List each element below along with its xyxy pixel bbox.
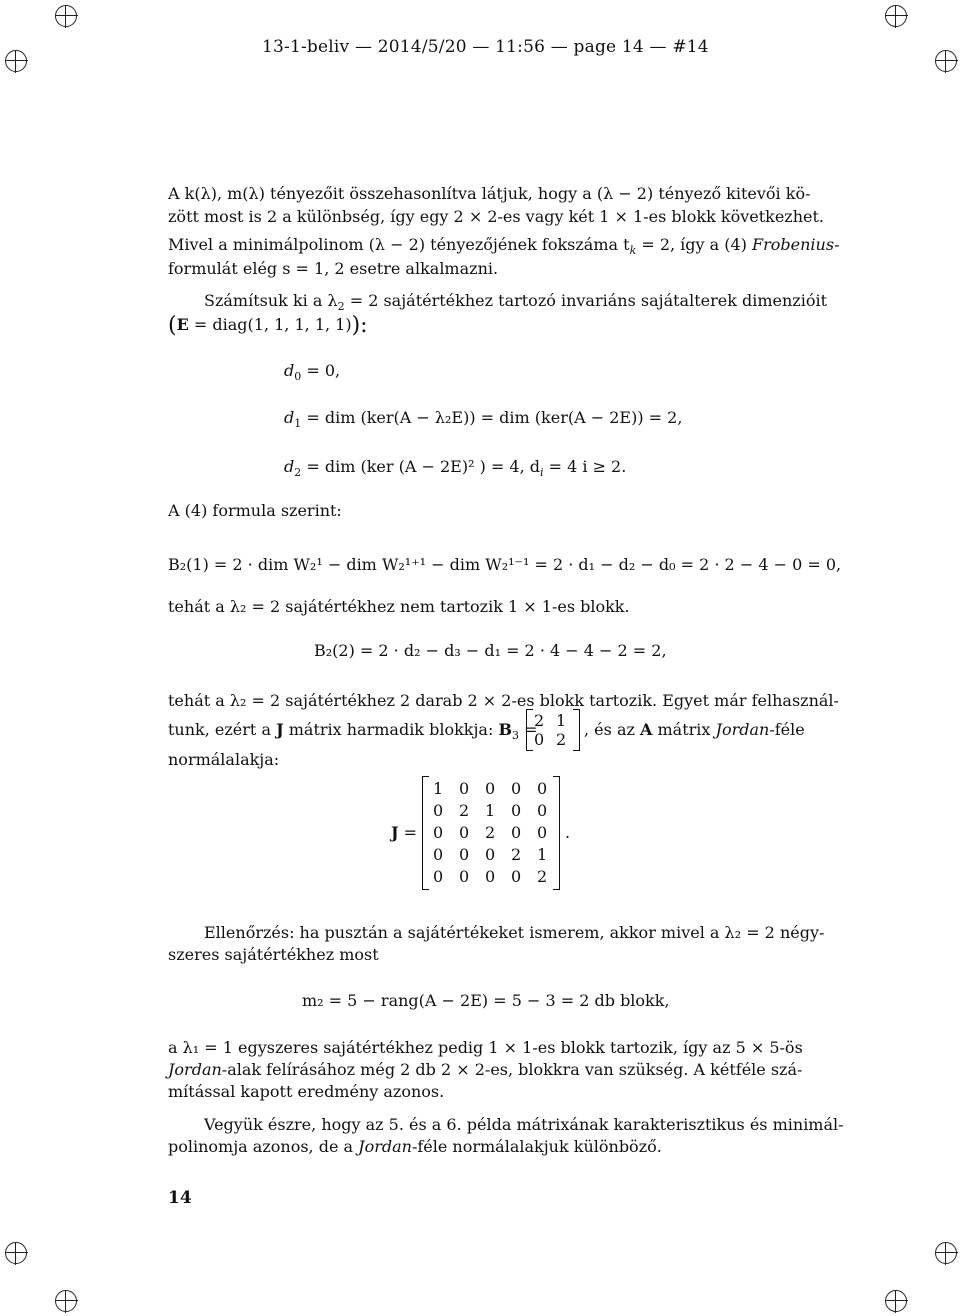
j-cell: 0 bbox=[459, 867, 470, 886]
j-cell: 0 bbox=[459, 779, 470, 798]
tehat2-line2-tail: , és az A mátrix Jordan-féle bbox=[584, 720, 805, 739]
eq-d0: $d_0 = 0$, bbox=[284, 361, 341, 383]
ellen-line1: Ellenőrzés: ha pusztán a sajátértékeket ismerem, akkor mivel a λ₂ = 2 négy- bbox=[204, 923, 825, 942]
tehat-line1: tehát a λ₂ = 2 sajátértékhez nem tartozik 1 × 1-es blokk. bbox=[168, 597, 630, 616]
registration-mark-icon bbox=[885, 1290, 911, 1316]
tehat2-line1: tehát a λ₂ = 2 sajátértékhez 2 darab 2 × 2-es blokk tartozik. Egyet már felhasznál- bbox=[168, 691, 839, 710]
b3-cell: 2 bbox=[556, 730, 567, 749]
para1-line4: formulát elég s = 1, 2 esetre alkalmazni. bbox=[168, 259, 499, 278]
eq-d1: $d_1$ = dim (ker(A − λ₂E)) = dim (ker(A − 2E)) = 2, bbox=[284, 408, 683, 430]
b3-bracket-right bbox=[573, 709, 580, 751]
j-cell: 2 bbox=[511, 845, 522, 864]
j-cell: 0 bbox=[537, 823, 548, 842]
last-line3: mítással kapott eredmény azonos. bbox=[168, 1082, 445, 1101]
para1-line1: A k(λ), m(λ) tényezőit összehasonlítva látjuk, hogy a (λ − 2) tényező kitevői kö- bbox=[168, 184, 811, 203]
j-bracket-left bbox=[422, 776, 429, 890]
j-cell: 2 bbox=[459, 801, 470, 820]
j-cell: 1 bbox=[537, 845, 548, 864]
j-cell: 0 bbox=[511, 779, 522, 798]
para2-line2: (E = diag(1, 1, 1, 1, 1)): bbox=[168, 313, 368, 338]
registration-mark-icon bbox=[935, 1242, 960, 1268]
j-cell: 0 bbox=[459, 823, 470, 842]
registration-mark-icon bbox=[55, 1290, 81, 1316]
j-cell: 0 bbox=[511, 823, 522, 842]
para2-line1: Számítsuk ki a $\lambda_2 = 2$ sajátértékhez tartozó invariáns sajátalterek dimenzióit bbox=[204, 291, 828, 313]
tehat2-line2: tunk, ezért a J mátrix harmadik blokkja: $B_3$ = bbox=[168, 720, 538, 742]
eq-b2-1: B₂(1) = 2 · dim W₂¹ − dim W₂¹⁺¹ − dim W₂¹⁻¹ = 2 · d₁ − d₂ − d₀ = 2 · 2 − 4 − 0 = 0, bbox=[168, 555, 842, 574]
j-label: J = bbox=[391, 823, 418, 842]
j-matrix bbox=[433, 778, 563, 888]
j-cell: 0 bbox=[433, 845, 444, 864]
registration-mark-icon bbox=[885, 5, 911, 31]
eq-m2: m₂ = 5 − rang(A − 2E) = 5 − 3 = 2 db blokk, bbox=[302, 991, 670, 1010]
b3-bracket-left bbox=[526, 709, 533, 751]
b3-matrix bbox=[534, 711, 578, 749]
j-cell: 0 bbox=[511, 867, 522, 886]
page-number: 14 bbox=[168, 1188, 192, 1208]
j-cell: 0 bbox=[485, 867, 496, 886]
para1-line3: Mivel a minimálpolinom (λ − 2) tényezőjének fokszáma $t_k = 2$, így a (4) Frobenius- bbox=[168, 235, 840, 257]
j-cell: 0 bbox=[433, 801, 444, 820]
j-cell: 1 bbox=[433, 779, 444, 798]
eq-d2: $d_2$ = dim (ker (A − 2E)² ) = 4, $d_i = 4$ i ≥ 2. bbox=[284, 457, 627, 479]
para1-line2: zött most is 2 a különbség, így egy 2 × 2-es vagy két 1 × 1-es blokk következhet. bbox=[168, 207, 825, 226]
j-cell: 0 bbox=[459, 845, 470, 864]
j-period: . bbox=[565, 823, 571, 842]
j-cell: 0 bbox=[433, 823, 444, 842]
formula-label: A (4) formula szerint: bbox=[168, 501, 342, 520]
b3-cell: 2 bbox=[534, 711, 545, 730]
j-cell: 0 bbox=[537, 801, 548, 820]
registration-mark-icon bbox=[5, 50, 31, 76]
vegyuk-line1: Vegyük észre, hogy az 5. és a 6. példa mátrixának karakterisztikus és minimál- bbox=[204, 1115, 844, 1134]
last-line1: a λ₁ = 1 egyszeres sajátértékhez pedig 1 × 1-es blokk tartozik, így az 5 × 5-ös bbox=[168, 1038, 803, 1057]
registration-mark-icon bbox=[5, 1242, 31, 1268]
eq-b2-2: B₂(2) = 2 · d₂ − d₃ − d₁ = 2 · 4 − 4 − 2 = 2, bbox=[314, 641, 667, 660]
j-cell: 0 bbox=[511, 801, 522, 820]
running-header: 13-1-beliv — 2014/5/20 — 11:56 — page 14 — #14 bbox=[262, 37, 709, 57]
ellen-line2: szeres sajátértékhez most bbox=[168, 945, 379, 964]
j-cell: 2 bbox=[537, 867, 548, 886]
registration-mark-icon bbox=[55, 5, 81, 31]
j-bracket-right bbox=[553, 776, 560, 890]
registration-mark-icon bbox=[935, 50, 960, 76]
b3-cell: 1 bbox=[556, 711, 567, 730]
j-cell: 0 bbox=[485, 779, 496, 798]
last-line2: Jordan-alak felírásához még 2 db 2 × 2-es, blokkra van szükség. A kétféle szá- bbox=[168, 1060, 803, 1079]
j-cell: 2 bbox=[485, 823, 496, 842]
j-cell: 0 bbox=[537, 779, 548, 798]
j-cell: 0 bbox=[433, 867, 444, 886]
j-cell: 0 bbox=[485, 845, 496, 864]
vegyuk-line2: polinomja azonos, de a Jordan-féle normálalakjuk különböző. bbox=[168, 1137, 662, 1156]
b3-cell: 0 bbox=[534, 730, 545, 749]
j-cell: 1 bbox=[485, 801, 496, 820]
tehat2-line3: normálalakja: bbox=[168, 750, 280, 769]
